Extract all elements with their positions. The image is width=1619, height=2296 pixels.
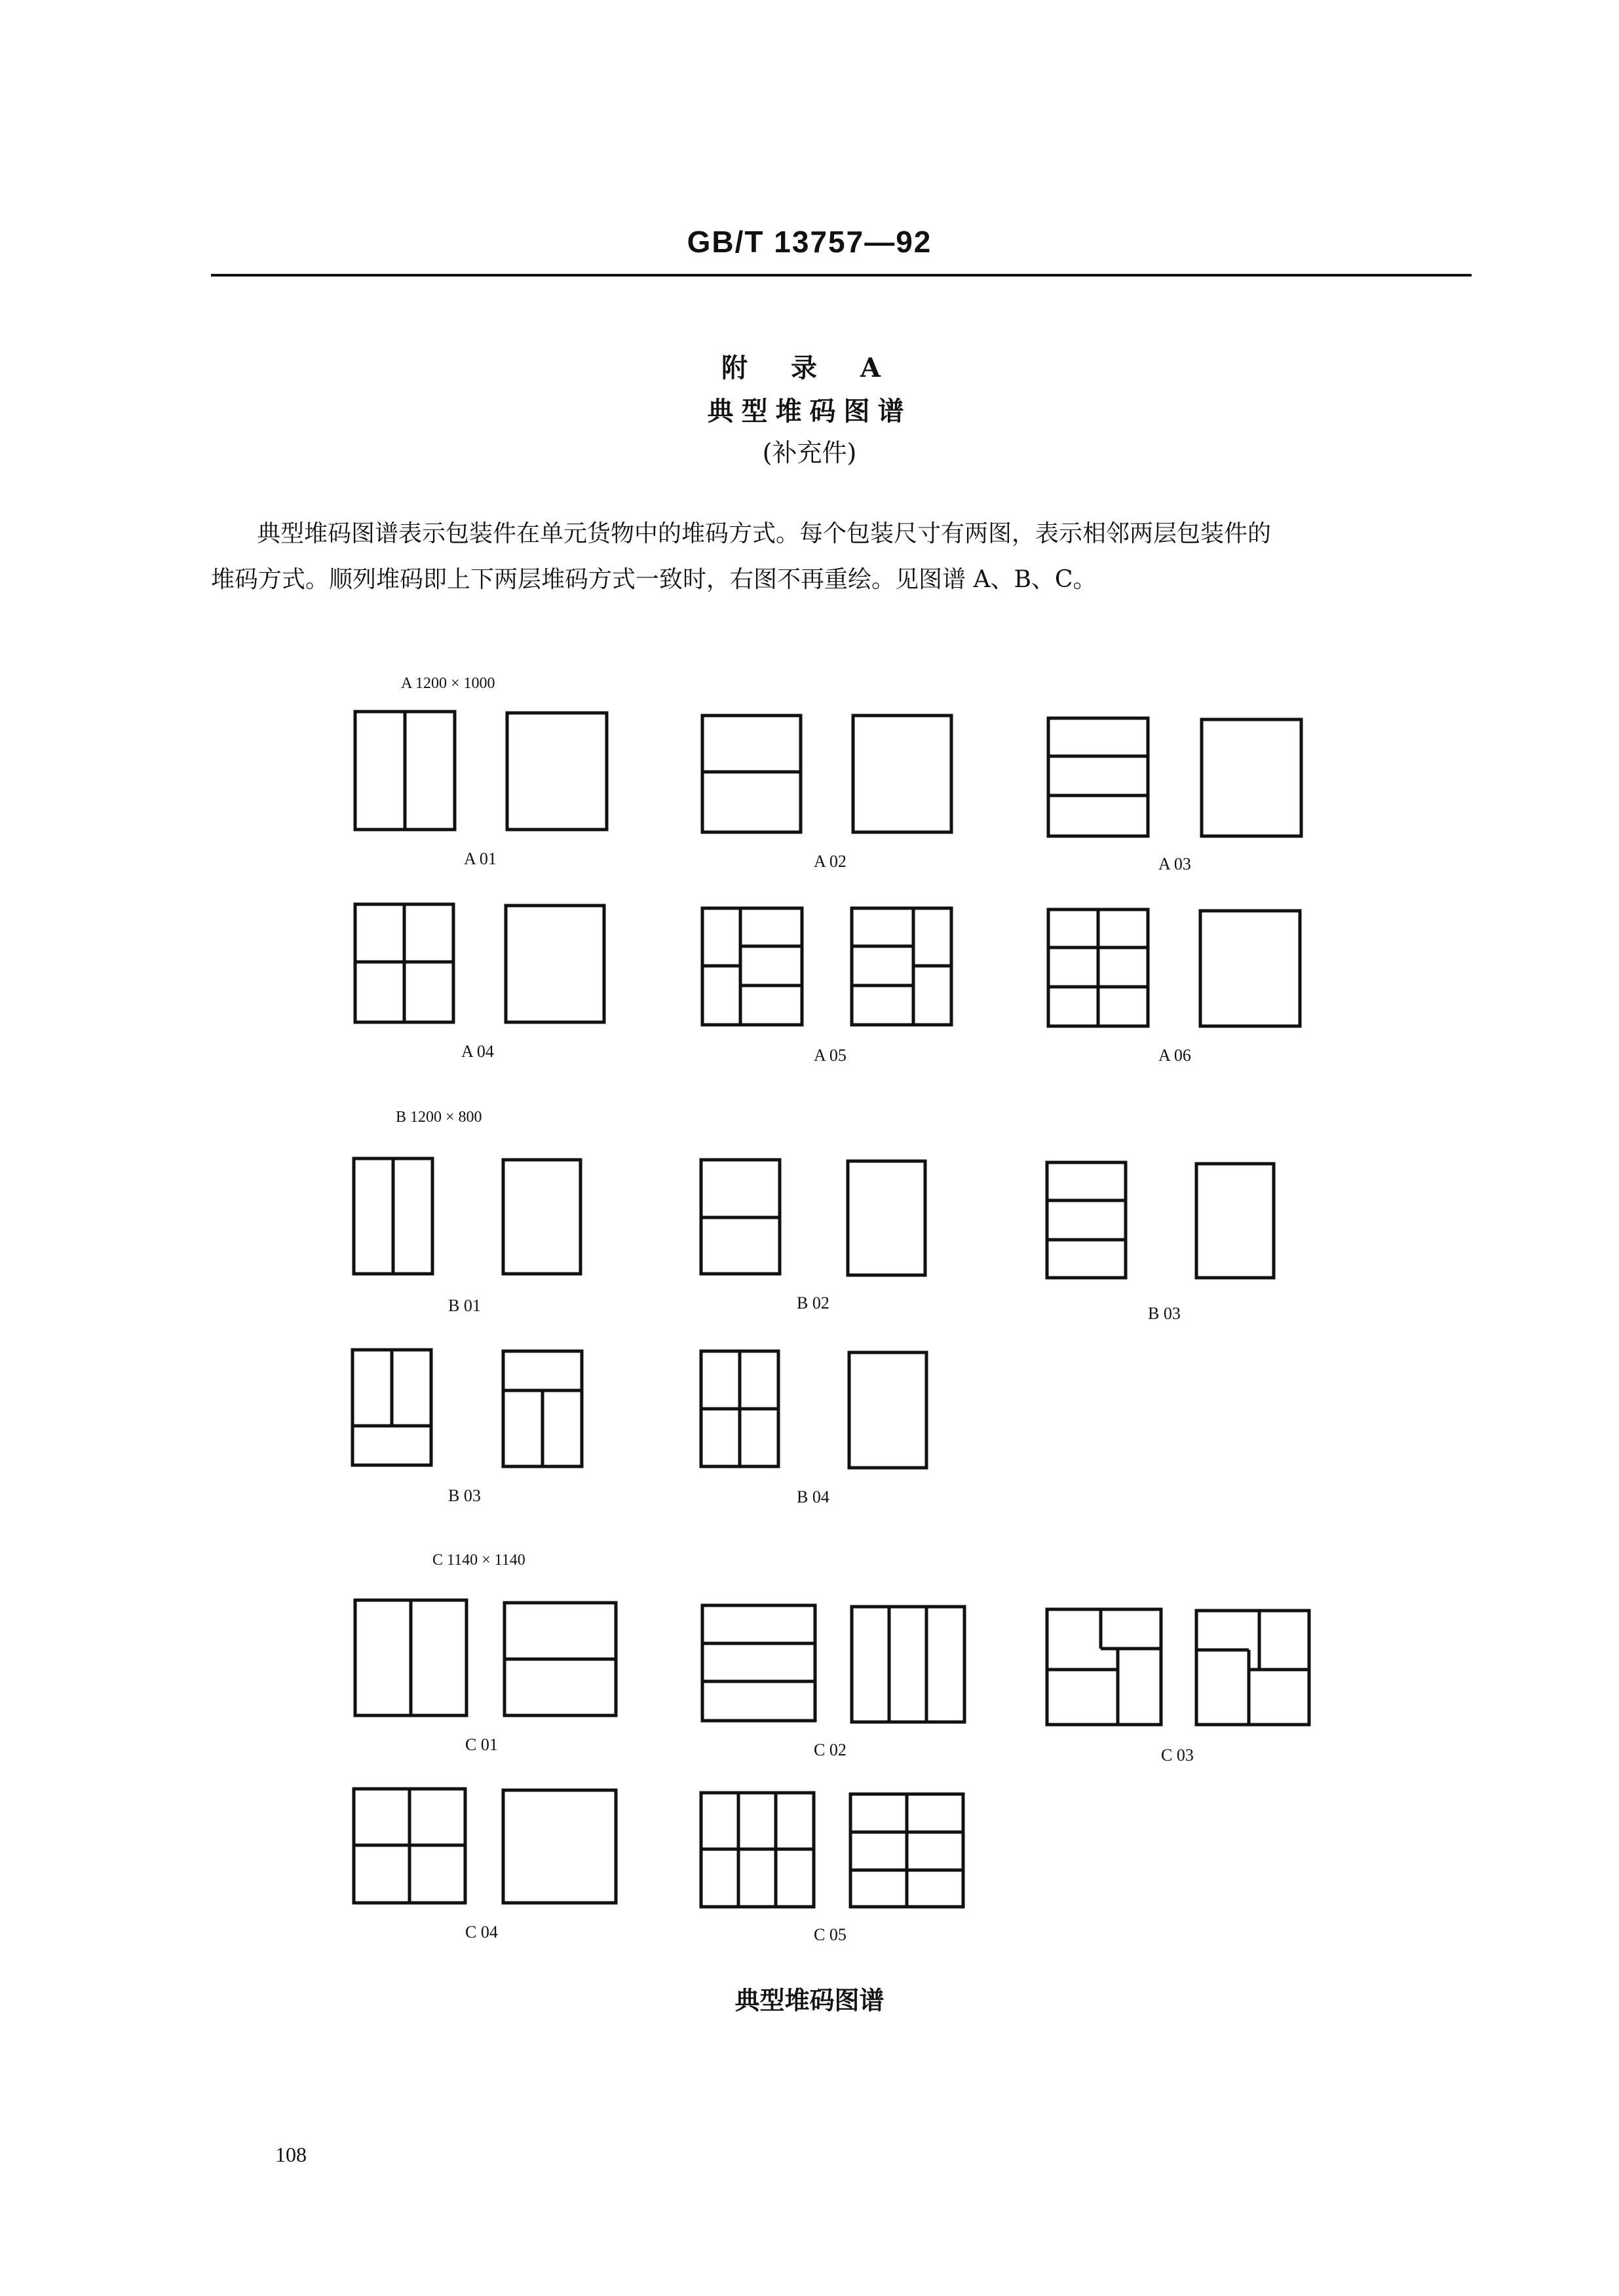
caption-b03: B 03: [1148, 1304, 1181, 1323]
pattern-a05-layer-1: [702, 908, 802, 1025]
pattern-b01-layer-2: [503, 1160, 581, 1274]
pattern-c01-layer-2: [505, 1603, 616, 1715]
caption-a05: A 05: [814, 1046, 847, 1065]
body-paragraph-line-2: 堆码方式。顺列堆码即上下两层堆码方式一致时，右图不再重绘。见图谱 A、B、C。: [211, 566, 1097, 593]
caption-b04: B 04: [797, 1487, 829, 1506]
caption-a02: A 02: [814, 852, 847, 871]
caption-c02: C 02: [814, 1740, 847, 1759]
group-label-b: B 1200 × 800: [396, 1109, 482, 1126]
pattern-c04-layer-1: [354, 1789, 465, 1903]
pattern-b03-layer-2: [1196, 1164, 1274, 1278]
pattern-c05-layer-1: [701, 1793, 814, 1907]
pattern-a03-layer-2: [1202, 719, 1301, 836]
pattern-a03-layer-1: [1048, 718, 1148, 836]
group-label-a: A 1200 × 1000: [401, 675, 495, 692]
appendix-heading: 典型堆码图谱: [707, 396, 912, 427]
appendix-note: (补充件): [762, 438, 857, 467]
pattern-b01-layer-1: [354, 1158, 432, 1274]
pattern-b02-layer-1: [701, 1160, 780, 1274]
pattern-b03-layer-1: [1047, 1162, 1126, 1278]
pattern-b03-second-layer-1: [352, 1350, 431, 1465]
pattern-a06-layer-1: [1048, 909, 1148, 1026]
pattern-a05-layer-2: [852, 908, 951, 1025]
pattern-a02-layer-1: [702, 716, 801, 832]
pattern-c04-layer-2: [503, 1790, 616, 1903]
pattern-a04-layer-2: [506, 906, 604, 1022]
caption-a06: A 06: [1158, 1046, 1191, 1065]
caption-a03: A 03: [1158, 854, 1191, 873]
caption-b02: B 02: [797, 1293, 829, 1312]
pattern-a01-layer-1: [355, 712, 455, 830]
caption-c05: C 05: [814, 1925, 847, 1944]
page-number: 108: [275, 2143, 307, 2166]
caption-a04: A 04: [461, 1042, 494, 1061]
body-paragraph-line-1: 典型堆码图谱表示包装件在单元货物中的堆码方式。每个包装尺寸有两图，表示相邻两层包装件的: [257, 520, 1272, 547]
caption-c03: C 03: [1161, 1746, 1194, 1765]
caption-b01: B 01: [448, 1296, 481, 1315]
appendix-title: 附 录 A: [721, 353, 898, 383]
pattern-c02-layer-1: [702, 1605, 815, 1721]
pattern-a06-layer-2: [1200, 911, 1300, 1026]
figure-caption: 典型堆码图谱: [734, 1985, 885, 2015]
caption-b03-second: B 03: [448, 1486, 481, 1505]
pattern-b02-layer-2: [848, 1161, 925, 1275]
caption-c04: C 04: [465, 1923, 498, 1942]
caption-a01: A 01: [464, 849, 497, 868]
caption-c01: C 01: [465, 1735, 498, 1754]
pattern-b04-layer-1: [701, 1351, 778, 1466]
pattern-a04-layer-1: [355, 904, 453, 1022]
pattern-b04-layer-2: [849, 1352, 926, 1468]
pattern-c02-layer-2: [852, 1607, 964, 1722]
pattern-a01-layer-2: [507, 713, 607, 830]
group-label-c: C 1140 × 1140: [432, 1552, 525, 1569]
pattern-c03-layer-1: [1047, 1609, 1161, 1725]
pattern-b03-second-layer-2: [503, 1351, 582, 1466]
pattern-c05-layer-2: [850, 1794, 963, 1907]
pattern-c01-layer-1: [355, 1600, 467, 1715]
standard-code: GB/T 13757—92: [687, 225, 932, 259]
pattern-c03-layer-2: [1196, 1611, 1309, 1725]
pattern-a02-layer-2: [853, 716, 951, 832]
